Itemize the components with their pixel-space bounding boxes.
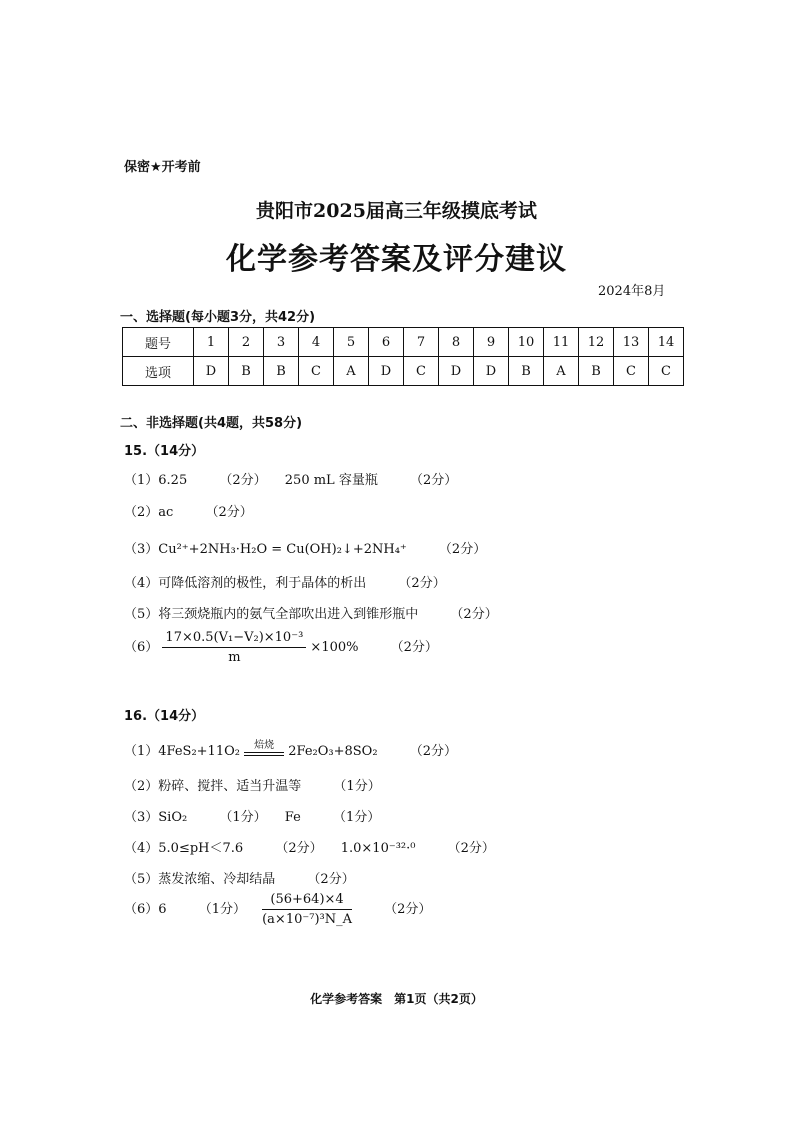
equals-sign xyxy=(244,752,284,756)
answer-text: （6）6 xyxy=(124,902,167,917)
answer-cell: B xyxy=(509,357,544,386)
section1-heading: 一、选择题(每小题3分，共42分) xyxy=(120,310,316,325)
confidential-label: 保密★开考前 xyxy=(124,160,201,175)
score: （2分） xyxy=(384,902,432,917)
q16-part4 xyxy=(124,837,495,856)
q15-part6 xyxy=(124,630,438,665)
answer-text: （1）6.25 xyxy=(124,473,188,488)
question-number: 2 xyxy=(229,328,264,357)
answer-cell: C xyxy=(649,357,684,386)
score: （2分） xyxy=(409,473,458,488)
q15-heading: 15.（14分） xyxy=(124,444,205,459)
reaction-condition: 焙烧 xyxy=(254,739,275,751)
question-number: 12 xyxy=(579,328,614,357)
answer-text: 2Fe₂O₃+8SO₂ xyxy=(288,744,378,759)
answer-text: Fe xyxy=(284,810,301,825)
question-number: 8 xyxy=(439,328,474,357)
section2-heading: 二、非选择题(共4题，共58分) xyxy=(120,416,303,431)
answer-cell: B xyxy=(264,357,299,386)
question-number: 7 xyxy=(404,328,439,357)
q16-part2 xyxy=(124,775,381,794)
score: （2分） xyxy=(219,473,267,488)
q16-heading: 16.（14分） xyxy=(124,709,205,724)
score: （1分） xyxy=(332,810,381,825)
score: （1分） xyxy=(198,902,246,917)
q16-part3 xyxy=(124,806,380,825)
question-number: 11 xyxy=(544,328,579,357)
answer-table xyxy=(122,327,684,386)
score: （1分） xyxy=(219,810,267,825)
answer-text: （6） xyxy=(124,640,159,655)
answer-cell: A xyxy=(334,357,369,386)
answer-cell: C xyxy=(299,357,334,386)
score: （1分） xyxy=(333,779,381,794)
score: （2分） xyxy=(205,505,253,520)
answer-text: （3） xyxy=(124,542,159,557)
page-title: 化学参考答案及评分建议 xyxy=(226,242,567,277)
answer-text: （5）蒸发浓缩、冷却结晶 xyxy=(124,872,276,887)
q16-part5 xyxy=(124,868,355,887)
answer-text: （1）4FeS₂+11O₂ xyxy=(124,744,240,759)
score: （2分） xyxy=(409,744,457,759)
answer-text: （3）SiO₂ xyxy=(124,810,188,825)
score: （2分） xyxy=(307,872,355,887)
answer-text: 1.0×10⁻³²·⁰ xyxy=(340,841,416,856)
answer-cell: D xyxy=(194,357,229,386)
answer-cell: D xyxy=(369,357,404,386)
question-number: 9 xyxy=(474,328,509,357)
question-number: 14 xyxy=(649,328,684,357)
row-label-answer: 选项 xyxy=(123,357,194,386)
score: （2分） xyxy=(438,542,487,557)
answer-text: （4）可降低溶剂的极性，利于晶体的析出 xyxy=(124,576,367,591)
question-number: 6 xyxy=(369,328,404,357)
q15-part4 xyxy=(124,572,446,591)
answer-cell: C xyxy=(404,357,439,386)
answer-text: ×100% xyxy=(310,640,359,655)
q15-part2 xyxy=(124,501,253,520)
answer-text: （5）将三颈烧瓶内的氨气全部吹出进入到锥形瓶中 xyxy=(124,607,419,622)
exam-date: 2024年8月 xyxy=(598,284,666,299)
answer-text: （2）粉碎、搅拌、适当升温等 xyxy=(124,779,302,794)
answer-table-answer-row xyxy=(123,357,684,386)
question-number: 1 xyxy=(194,328,229,357)
chemical-equation: Cu²⁺+2NH₃·H₂O = Cu(OH)₂↓+2NH₄⁺ xyxy=(158,542,407,557)
answer-cell: B xyxy=(229,357,264,386)
exam-name: 贵阳市2025届高三年级摸底考试 xyxy=(256,200,537,222)
answer-cell: A xyxy=(544,357,579,386)
row-label-number: 题号 xyxy=(123,328,194,357)
q15-part3 xyxy=(124,538,486,557)
score: （2分） xyxy=(275,841,323,856)
question-number: 4 xyxy=(299,328,334,357)
answer-cell: C xyxy=(614,357,649,386)
q15-part5 xyxy=(124,603,498,622)
q16-part1 xyxy=(124,740,457,760)
answer-text: （4）5.0≤pH＜7.6 xyxy=(124,841,244,856)
formula-fraction xyxy=(162,630,306,665)
formula-numerator: 17×0.5(V₁−V₂)×10⁻³ xyxy=(162,630,306,648)
formula-denominator: m xyxy=(228,650,241,665)
score: （2分） xyxy=(450,607,498,622)
score: （2分） xyxy=(390,640,438,655)
q16-part6 xyxy=(124,892,431,927)
formula-denominator: (a×10⁻⁷)³N_A xyxy=(262,912,352,927)
formula-fraction xyxy=(262,892,352,927)
score: （2分） xyxy=(447,841,495,856)
formula-numerator: (56+64)×4 xyxy=(262,892,352,910)
q15-part1 xyxy=(124,469,457,488)
question-number: 10 xyxy=(509,328,544,357)
page-footer: 化学参考答案 第1页（共2页） xyxy=(310,992,483,1006)
answer-text: 250 mL 容量瓶 xyxy=(284,473,378,488)
reaction-arrow xyxy=(244,740,284,756)
question-number: 3 xyxy=(264,328,299,357)
answer-cell: D xyxy=(439,357,474,386)
question-number: 13 xyxy=(614,328,649,357)
answer-cell: B xyxy=(579,357,614,386)
answer-table-number-row xyxy=(123,328,684,357)
score: （2分） xyxy=(398,576,446,591)
answer-cell: D xyxy=(474,357,509,386)
question-number: 5 xyxy=(334,328,369,357)
answer-text: （2）ac xyxy=(124,505,174,520)
